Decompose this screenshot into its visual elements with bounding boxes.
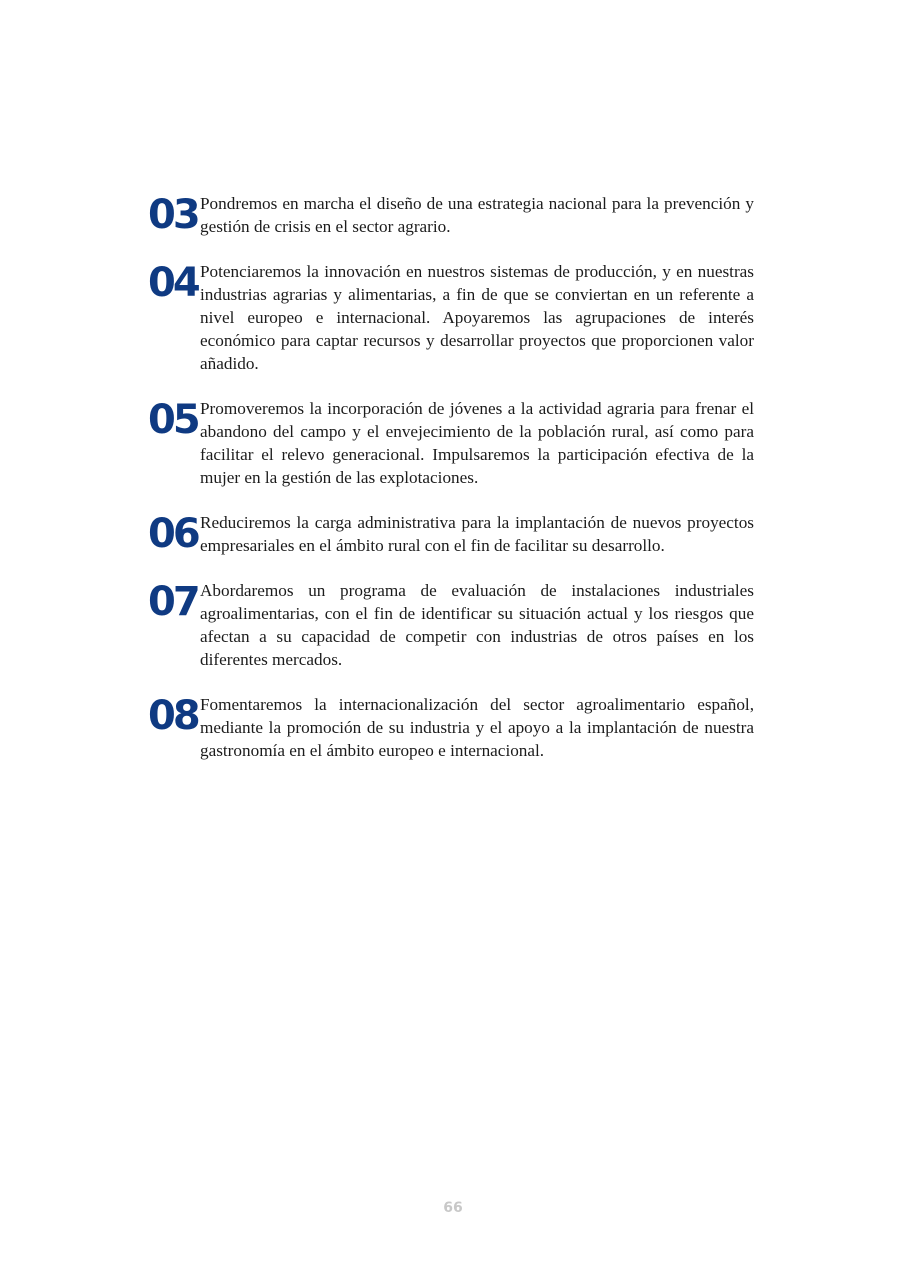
item-number: 08 [148,693,198,739]
item-text: Pondremos en marcha el diseño de una estrategia nacional para la prevención y gestión de crisis en el sector agrario. [200,194,754,236]
page-number: 66 [443,1200,463,1216]
item-number: 07 [148,579,198,625]
proposal-item-08 [148,693,754,762]
proposal-item-07 [148,579,754,671]
item-text: Abordaremos un programa de evaluación de instalaciones industriales agroalimentarias, con el fin de identificar su situación actual y los riesgos que afectan a su capacidad de competir con industrias de otros países en los diferentes mercados. [200,581,754,669]
proposal-item-03 [148,192,754,238]
proposal-item-05 [148,397,754,489]
item-text: Fomentaremos la internacionalización del sector agroalimentario español, mediante la promoción de su industria y el apoyo a la implantación de nuestra gastronomía en el ámbito europeo e internacional. [200,695,754,760]
proposal-item-06 [148,511,754,557]
item-text: Potenciaremos la innovación en nuestros sistemas de producción, y en nuestras industrias agrarias y alimentarias, a fin de que se conviertan en un referente a nivel europeo e internacional. Apoyaremos las agrupaciones de interés económico para captar recursos y desarrollar proyectos que proporcionen valor añadido. [200,262,754,373]
item-text: Promoveremos la incorporación de jóvenes a la actividad agraria para frenar el abandono del campo y el envejecimiento de la población rural, así como para facilitar el relevo generacional. Impulsaremos la participación efectiva de la mujer en la gestión de las explotaciones. [200,399,754,487]
item-number: 03 [148,192,198,238]
item-number: 05 [148,397,198,443]
proposal-list [148,192,754,784]
item-number: 06 [148,511,198,557]
proposal-item-04 [148,260,754,375]
item-number: 04 [148,260,198,306]
item-text: Reduciremos la carga administrativa para la implantación de nuevos proyectos empresariales en el ámbito rural con el fin de facilitar su desarrollo. [200,513,754,555]
